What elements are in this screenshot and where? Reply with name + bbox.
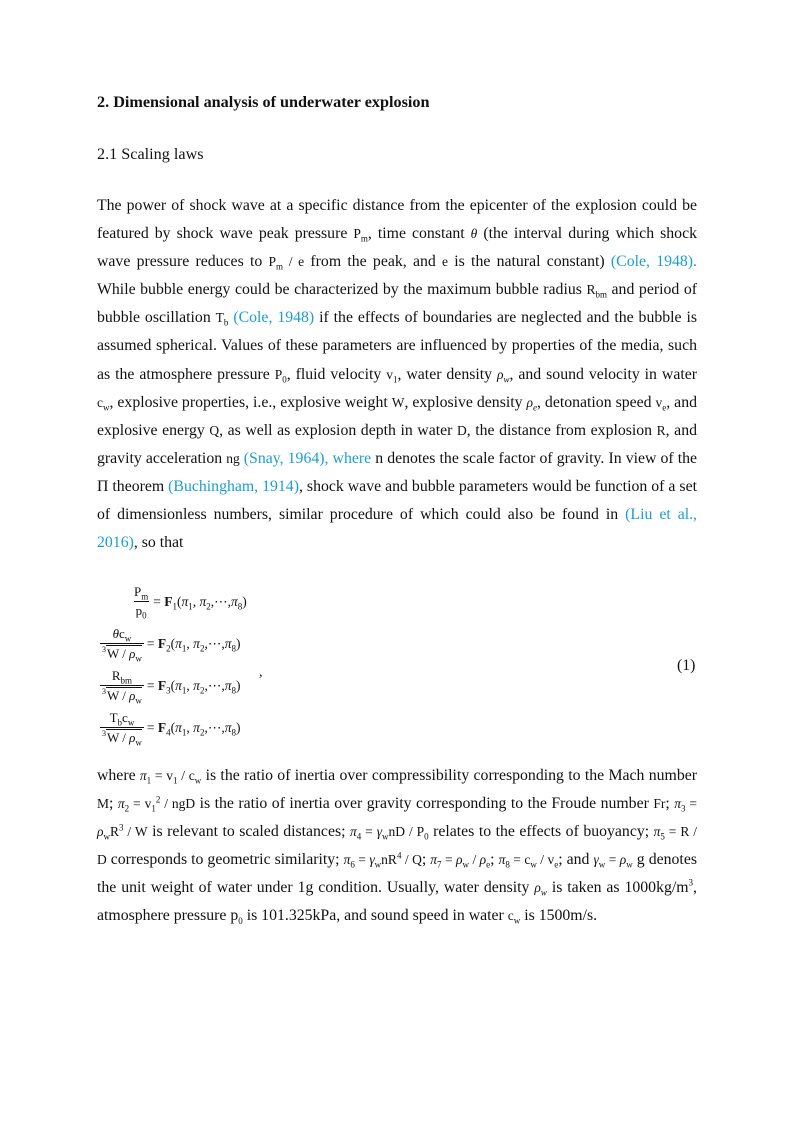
math-ng: ng [226,450,240,466]
math-pi5: $\pi_5 = R / D$ [97,824,698,868]
math-pm: $P_m$ [353,226,368,244]
equation-number: (1) [677,657,696,674]
math-rho-e: $\rho_e$ [526,394,537,413]
equation-1 [100,584,360,754]
math-p0: $P_0$ [274,366,287,385]
equation-row-3: $\frac{R_{bm}}{^3W / \rho_w}$ = $F_3(\pi_1$, $\pi_2,\cdots,\pi_8$) [102,668,241,706]
equation-row-4: $\frac{T_bc_w}{^3W / \rho_w}$ = $F_4(\pi_1$, $\pi_2,\cdots,\pi_8$) [102,710,241,748]
math-rho-w-2: $\rho_w$ [534,880,547,899]
math-r: R [656,422,666,438]
math-w: W [391,394,405,410]
section-title: 2. Dimensional analysis of underwater explosion [97,93,430,111]
paragraph-1: The power of shock wave at a specific distance from the epicenter of the explosion could be featured by shock wave peak pressure $P_m$, time constant θ (the interval during which shock wave pressure reduces to $P_m$ / e from the peak, and e is the natural constant) (Cole, 1948). While bubble energy could be characterized by the maximum bubble radius $R_{bm}$ and period of bubble oscillation $T_b$ (Cole, 1948) if the effects of boundaries are neglected and the bubble is assumed spherical. Values of these parameters are influenced by properties of the media, such as the atmosphere pressure $P_0$, fluid velocity $v_1$, water density $\rho_w$, and sound velocity in water $c_w$, explosive properties, i.e., explosive weight W, explosive density $\rho_e$, detonation speed $v_e$, and explosive energy Q, as well as explosion depth in water D, the distance from explosion R, and gravity acceleration ng (Snay, 1964), where n denotes the scale factor of gravity. In view of the Π theorem (Buchingham, 1914), shock wave and bubble parameters would be function of a set of dimensionless numbers, similar procedure of which could also be found in (Liu et al., 2016), so that [97,197,698,552]
math-gamma-w: $\gamma_w = \rho_w$ [593,852,633,870]
math-cw-2: $c_w$ [507,908,521,927]
equation-row-1: $\frac{P_m}{p_0}$ = $F_1(\pi_1$, $\pi_2,\cdots,\pi_8$) [134,584,247,621]
math-theta: θ [470,226,478,242]
subsection-title: 2.1 Scaling laws [97,145,204,163]
math-m: M [97,796,110,812]
math-fr: Fr [653,796,666,812]
paragraph-2: where $\pi_1 = v_1 / c_w$ is the ratio of inertia over compressibility corresponding to the Mach number M; $\pi_2 = v_1^2$ / ngD is the ratio of inertia over gravity corresponding to the Froude number Fr; $\pi_3 = \rho_wR^3 / W$ is relevant to scaled distances; $\pi_4 = \gamma_wnD / P_0$ relates to the effects of buoyancy; $\pi_5 = R / D$ corresponds to geometric similarity; $\pi_6 = \gamma_wnR^4 / Q$; $\pi_7 = \rho_w / \rho_e$; $\pi_8 = c_w / v_e$; and $\gamma_w = \rho_w$ g denotes the unit weight of water under 1g condition. Usually, water density $\rho_w$ is taken as $1000kg/m^3$, atmosphere pressure $p_0$ is 101.325kPa, and sound speed in water $c_w$ is 1500m/s. [97,767,698,927]
math-pi1: $\pi_1 = v_1 / c_w$ [139,768,202,786]
citation-cole-1948-b[interactable]: (Cole, 1948) [233,309,315,327]
math-rho-w: $\rho_w$ [497,366,510,385]
math-q: Q [209,422,220,438]
citation-snay-1964[interactable]: (Snay, 1964), where [243,449,372,467]
equation-row-2: $\frac{\theta c_w}{^3W / \rho_w}$ = $F_2(\pi_1$, $\pi_2,\cdots,\pi_8$) [102,626,241,664]
math-v1: $v_1$ [386,366,398,385]
math-pi6: $\pi_6 = \gamma_wnR^4 / Q$ [343,850,422,870]
equation-comma: , [259,665,263,680]
math-cw: $c_w$ [97,394,110,413]
citation-liu-2016[interactable]: (Liu et al., 2016) [97,506,698,552]
math-rbm: $R_{bm}$ [586,282,607,300]
math-d: D [456,422,467,438]
citation-cole-1948[interactable]: (Cole, 1948). [610,253,697,271]
math-e: e [442,254,449,270]
math-pi3: $\pi_3 = \rho_wR^3 / W$ [97,796,697,842]
math-pm-over-e: $P_m$ / e [268,254,305,272]
math-pi2: $\pi_2 = v_1^2$ / ngD [117,794,196,814]
math-tb: $T_b$ [215,310,229,329]
math-ve: $v_e$ [655,394,667,413]
math-pi4: $\pi_4 = \gamma_wnD / P_0$ [349,824,429,842]
citation-buchingham-1914[interactable]: (Buchingham, 1914) [168,477,299,495]
math-pi7: $\pi_7 = \rho_w / \rho_e$ [430,852,491,870]
math-pi8: $\pi_8 = c_w / v_e$ [498,852,559,870]
